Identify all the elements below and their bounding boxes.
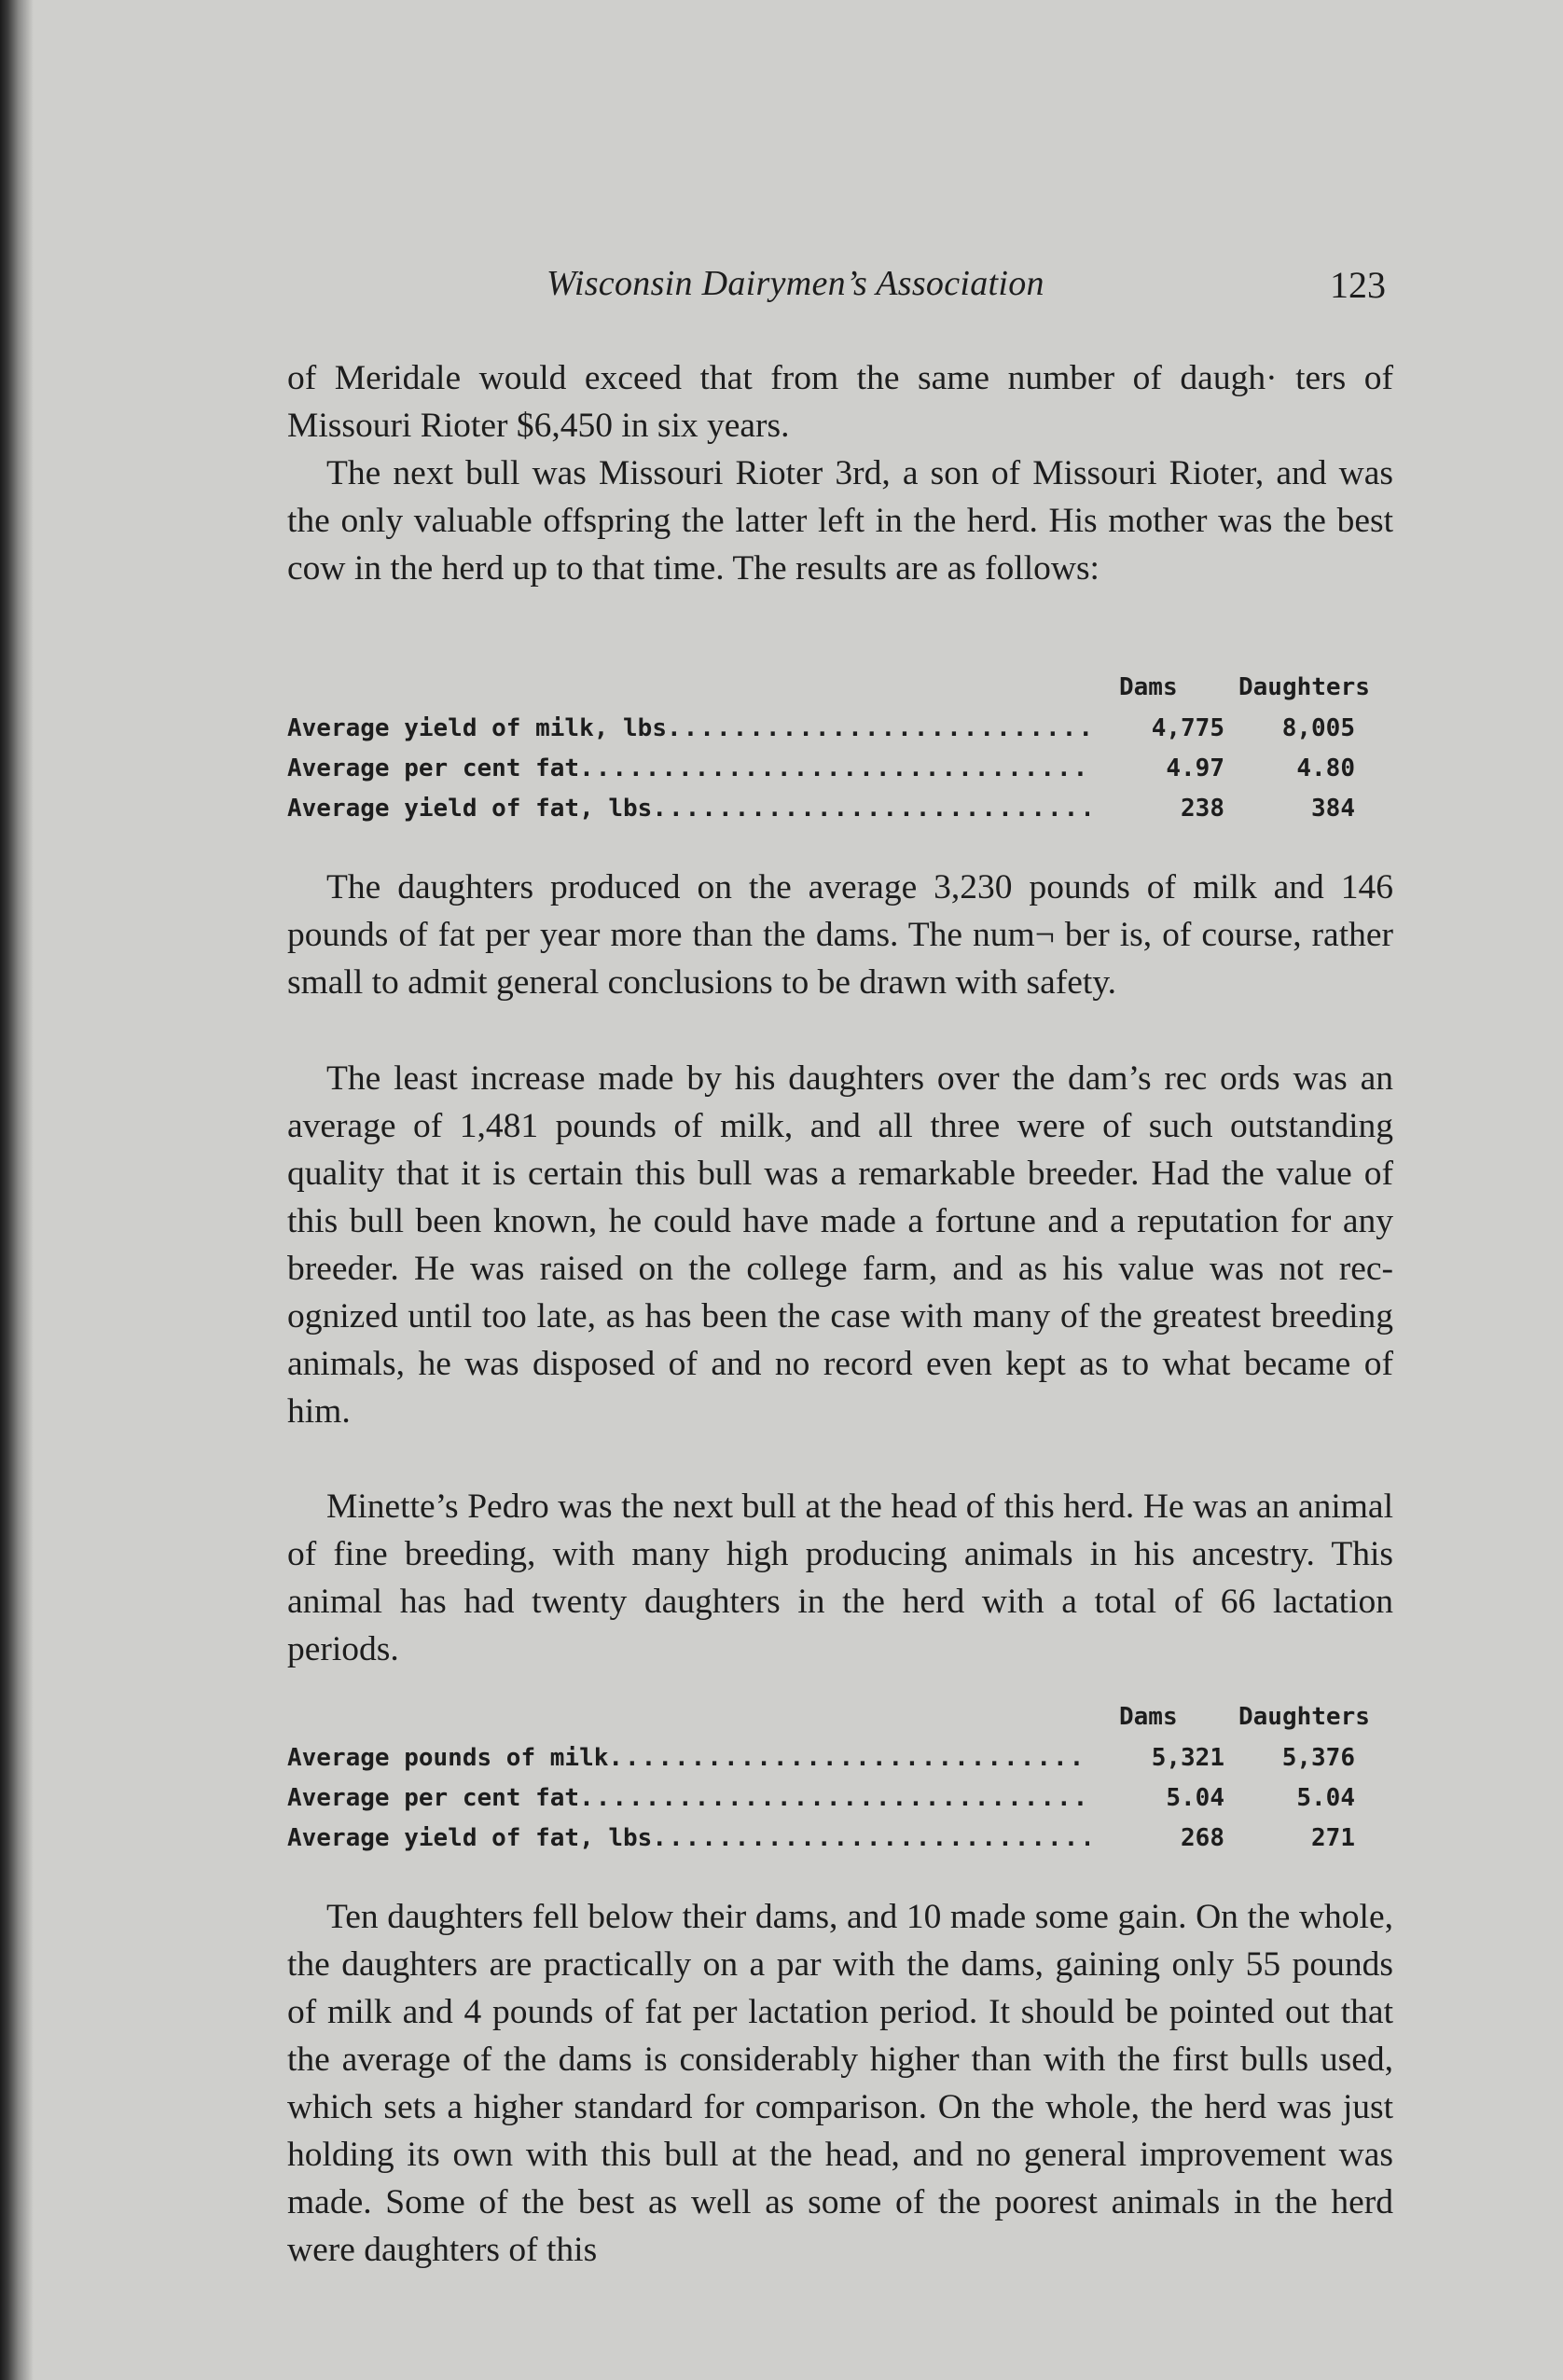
daughters-value: 384 (1311, 795, 1355, 823)
table-row (287, 1824, 1397, 1864)
row-label: Average per cent fat ..... (287, 1784, 1089, 1812)
binding-edge (0, 0, 34, 2380)
table-header (287, 1703, 1397, 1744)
paragraph-5: Minette’s Pedro was the next bull at the head of this herd. He was an animal of fine breeding, with many high producing animals in his ancestry. This animal has had twenty daughters in the herd with a total of 66 lactation periods. (287, 1488, 1393, 1668)
column-header-daughters: Daughters (1238, 673, 1370, 701)
table-row (287, 754, 1397, 795)
results-table-1 (287, 673, 1397, 835)
dams-value: 268 (1181, 1824, 1224, 1852)
table-row (287, 714, 1397, 754)
table-header (287, 673, 1397, 714)
paragraph-1: of Meridale would exceed that from the same number of daugh· ters of Missouri Rioter $6,450 in six years. (287, 359, 1393, 445)
dams-value: 238 (1181, 795, 1224, 823)
table-row (287, 1784, 1397, 1824)
paragraph-4: The least increase made by his daughters over the dam’s rec ords was an average of 1,481 pounds of milk, and all three were of such outstanding quality that it is certain this bull was a remarkable breeder. Had the value of this bull been known, he could have made a fortune and a reputation for any breeder. He was raised on the college farm, and as his value was not rec ognized until too late, as has been the case with many of the greatest breeding animals, he was disposed of and no record even kept as to what became of him. (287, 1059, 1393, 1431)
row-label: Average pounds of milk ..... (287, 1744, 1089, 1772)
paragraph-2: The next bull was Missouri Rioter 3rd, a son of Missouri Rioter, and was the only valuable offspring the latter left in the herd. His mother was the best cow in the herd up to that time. The results are as follows: (287, 454, 1393, 588)
row-label: Average yield of fat, lbs ..... (287, 1824, 1089, 1852)
dams-value: 5,321 (1151, 1744, 1224, 1772)
daughters-value: 5.04 (1296, 1784, 1355, 1812)
row-label: Average yield of fat, lbs ..... (287, 795, 1089, 823)
daughters-value: 4.80 (1296, 754, 1355, 782)
page-number: 123 (1330, 264, 1386, 306)
paragraph-6: Ten daughters fell below their dams, and 10 made some gain. On the whole, the daughters are practically on a par with the dams, gaining only 55 pounds of milk and 4 pounds of fat per lactation period. It should be pointed out that the average of the dams is considerably higher than with the first bulls used, which sets a higher standard for comparison. On the whole, the herd was just holding its own with this bull at the head, and no general improvement was made. Some of the best as well as some of the poorest animals in the herd were daughters of this (287, 1898, 1393, 2269)
row-label: Average per cent fat ..... (287, 754, 1089, 782)
dams-value: 5.04 (1166, 1784, 1224, 1812)
dams-value: 4.97 (1166, 754, 1224, 782)
table-row (287, 795, 1397, 835)
column-header-daughters: Daughters (1238, 1703, 1370, 1731)
daughters-value: 5,376 (1281, 1744, 1355, 1772)
results-table-2 (287, 1703, 1397, 1864)
paragraph-3: The daughters produced on the average 3,230 pounds of milk and 146 pounds of fat per year more than the dams. The num¬ ber is, of course, rather small to admit general conclusions to be drawn with safety. (287, 868, 1393, 1002)
column-header-dams: Dams (1119, 673, 1178, 701)
daughters-value: 271 (1311, 1824, 1355, 1852)
dams-value: 4,775 (1151, 714, 1224, 742)
running-title: Wisconsin Dairymen’s Association (546, 264, 1044, 303)
daughters-value: 8,005 (1281, 714, 1355, 742)
running-head (287, 263, 1393, 310)
row-label: Average yield of milk, lbs ..... (287, 714, 1089, 742)
table-row (287, 1744, 1397, 1784)
column-header-dams: Dams (1119, 1703, 1178, 1731)
